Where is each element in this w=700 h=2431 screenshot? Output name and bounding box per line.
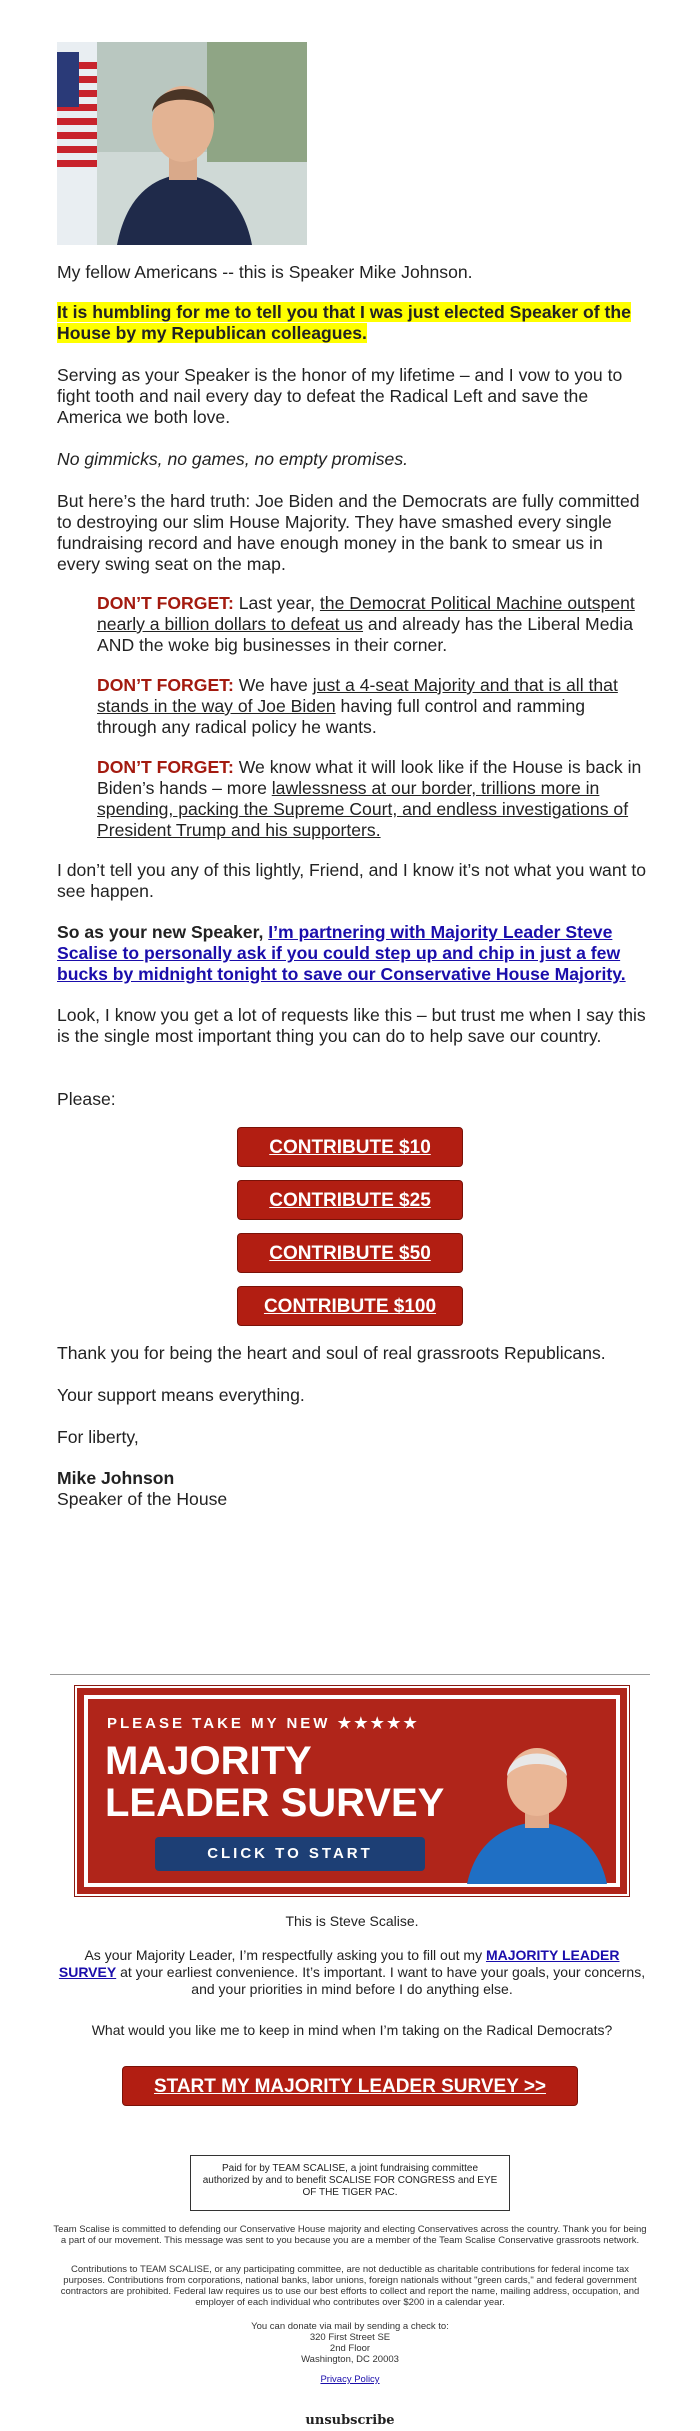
please-text: Please: — [57, 1089, 116, 1109]
dont-forget-label: DON’T FORGET: — [97, 593, 234, 613]
banner-pre: PLEASE TAKE MY NEW ★★★★★ — [107, 1715, 420, 1732]
truth-paragraph: But here’s the hard truth: Joe Biden and the Democrats are fully committed to destroying our slim House Majority. They have smashed every single fundraising record and have enough money in the bank to smear us in every swing seat on the map. — [57, 491, 640, 574]
ask-paragraph — [57, 922, 647, 985]
address-line-1: 320 First Street SE — [309, 2332, 391, 2343]
privacy-policy-link[interactable]: Privacy Policy — [320, 2374, 380, 2385]
dont-forget-label: DON’T FORGET: — [97, 675, 234, 695]
friend-paragraph: I don’t tell you any of this lightly, Friend, and I know it’s not what you want to see happen. — [57, 860, 647, 901]
survey-link[interactable]: MAJORITY LEADER SURVEY — [58, 1947, 620, 1980]
df2-underlined: just a 4-seat Majority and that is all that stands in the way of Joe Biden — [97, 675, 618, 716]
speaker-photo — [57, 42, 307, 245]
honor-paragraph: Serving as your Speaker is the honor of my lifetime – and I vow to you to fight tooth and nail every day to defeat the Radical Left and save the America we both love. — [57, 365, 623, 427]
dont-forget-label: DON’T FORGET: — [97, 757, 234, 777]
scalise-question: What would you like me to keep in mind when I’m taking on the Radical Democrats? — [91, 2022, 613, 2038]
highlight-text — [57, 302, 647, 344]
intro-text: My fellow Americans -- this is Speaker Mike Johnson. — [57, 262, 473, 282]
start-survey-button[interactable]: START MY MAJORITY LEADER SURVEY >> — [122, 2066, 578, 2106]
fine-print-1: Team Scalise is committed to defending our Conservative House majority and electing Conservatives across the country. Thank you for being a part of our movement. This message was sent to you because you are a member of the Team Scalise Conservative grassroots network. — [53, 2224, 647, 2246]
scalise-intro: This is Steve Scalise. — [285, 1913, 419, 1929]
df2-text-b: having full control and ramming through any radical policy he wants. — [97, 696, 586, 737]
address-line-2: 2nd Floor — [329, 2343, 371, 2354]
scalise-text-a: As your Majority Leader, I’m respectfully asking you to fill out my — [84, 1947, 486, 1963]
signature-name: Mike Johnson — [57, 1468, 175, 1488]
paid-for-box: Paid for by TEAM SCALISE, a joint fundraising committee authorized by and to benefit SCALISE FOR CONGRESS and EYE OF THE TIGER PAC. — [190, 2155, 510, 2211]
contribute-25-button[interactable]: CONTRIBUTE $25 — [237, 1180, 463, 1220]
df1-text-b: and already has the Liberal Media AND the woke big businesses in their corner. — [97, 614, 633, 655]
banner-title — [105, 1740, 444, 1824]
signature-title: Speaker of the House — [57, 1489, 228, 1509]
look-paragraph: Look, I know you get a lot of requests like this – but trust me when I say this is the single most important thing you can do to help save our country. — [57, 1005, 646, 1046]
contribute-100-button[interactable]: CONTRIBUTE $100 — [237, 1286, 463, 1326]
contribute-50-button[interactable]: CONTRIBUTE $50 — [237, 1233, 463, 1273]
dont-forget-2 — [97, 675, 647, 738]
dont-forget-1 — [97, 593, 647, 656]
divider — [50, 1674, 650, 1675]
dont-forget-3 — [97, 757, 647, 841]
liberty-text: For liberty, — [57, 1427, 139, 1447]
df2-text-a: We have — [238, 675, 313, 695]
thanks-text: Thank you for being the heart and soul of real grassroots Republicans. — [57, 1343, 606, 1363]
mail-intro: You can donate via mail by sending a check to: — [251, 2321, 449, 2332]
scalise-text-b: at your earliest convenience. It’s important. I want to have your goals, your concerns, and your priorities in mind before I do anything else. — [116, 1964, 646, 1997]
scalise-paragraph — [57, 1947, 647, 1998]
scalise-photo — [457, 1724, 617, 1884]
contribute-10-button[interactable]: CONTRIBUTE $10 — [237, 1127, 463, 1167]
privacy-line — [50, 2374, 650, 2385]
banner-title-line1: MAJORITY — [105, 1739, 312, 1783]
support-text: Your support means everything. — [57, 1385, 305, 1405]
df3-underlined: lawlessness at our border, trillions more in spending, packing the Supreme Court, and endless investigations of President Trump and his supporters. — [97, 778, 629, 840]
df3-text-a: We know what it will look like if the House is back in Biden’s hands – more — [97, 757, 642, 798]
fine-print-2: Contributions to TEAM SCALISE, or any participating committee, are not deductible as charitable contributions for federal income tax purposes. Contributions from corporations, national banks, labor unions, foreign nationals without "green cards," and federal government contractors are prohibited. Federal law requires us to use our best efforts to collect and report the name, mailing address, occupation, and employer of each individual who contributes over $200 in a calendar year. — [60, 2264, 640, 2308]
address-line-3: Washington, DC 20003 — [301, 2354, 399, 2365]
unsubscribe-link[interactable]: unsubscribe — [305, 2413, 395, 2428]
survey-banner[interactable] — [75, 1686, 629, 1896]
banner-title-line2: LEADER SURVEY — [105, 1781, 445, 1825]
banner-cta[interactable]: CLICK TO START — [155, 1837, 425, 1871]
italic-paragraph: No gimmicks, no games, no empty promises. — [57, 449, 409, 469]
highlight-span: It is humbling for me to tell you that I was just elected Speaker of the House by my Republican colleagues. — [57, 302, 631, 343]
df1-text-a: Last year, — [238, 593, 320, 613]
ask-bold: So as your new Speaker, — [57, 922, 269, 942]
df1-underlined: the Democrat Political Machine outspent nearly a billion dollars to defeat us — [97, 593, 635, 634]
partnering-link[interactable]: I’m partnering with Majority Leader Steve Scalise to personally ask if you could step up and chip in just a few bucks by midnight tonight to save our Conservative House Majority. — [57, 922, 626, 984]
